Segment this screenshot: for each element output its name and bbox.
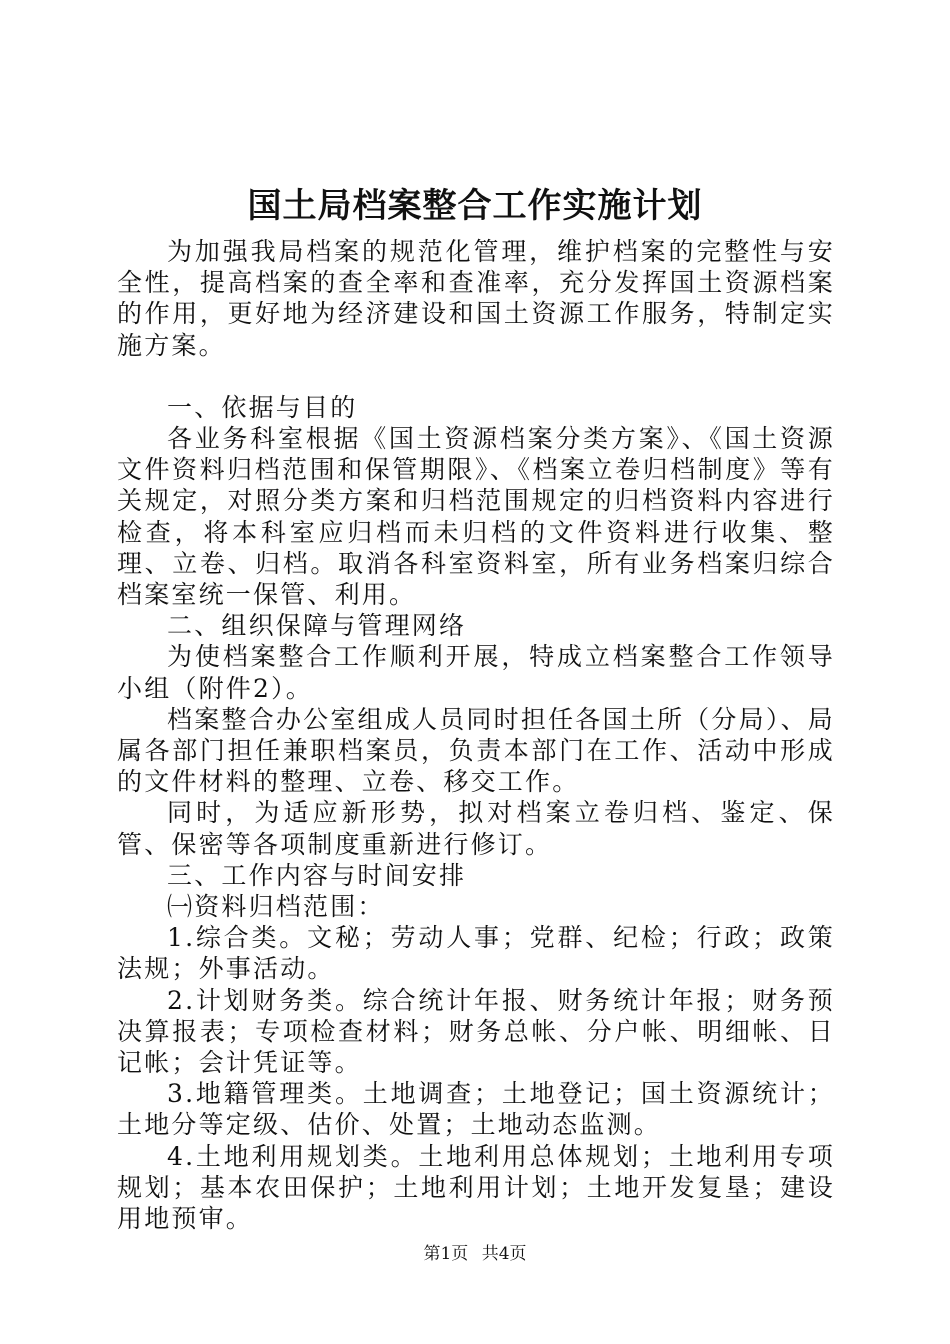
paragraph-leading-group: 为使档案整合工作顺利开展，特成立档案整合工作领导小组（附件2）。 xyxy=(117,642,835,703)
list-item-finance: 2.计划财务类。综合统计年报、财务统计年报；财务预决算报表；专项检查材料；财务总帐、分户帐、明细帐、日记帐；会计凭证等。 xyxy=(117,985,835,1078)
page-footer xyxy=(0,1242,950,1266)
paragraph-basis: 各业务科室根据《国土资源档案分类方案》、《国土资源文件资料归档范围和保管期限》、《档案立卷归档制度》等有关规定，对照分类方案和归档范围规定的归档资料内容进行检查，将本科室应归档而未归档的文件资料进行收集、整理、立卷、归档。取消各科室资料室，所有业务档案归综合档案室统一保管、利用。 xyxy=(117,424,835,610)
page-total: 共4页 xyxy=(481,1244,527,1264)
document-body xyxy=(117,236,835,1234)
paragraph-spacer xyxy=(117,361,835,392)
section-heading-content: 三、工作内容与时间安排 xyxy=(167,860,467,890)
page-number: 第1页 xyxy=(423,1244,469,1264)
document-title: 国土局档案整合工作实施计划 xyxy=(247,186,703,226)
subheading-scope: ㈠资料归档范围： xyxy=(167,892,385,922)
section-heading-basis: 一、依据与目的 xyxy=(167,392,358,422)
paragraph-office-staff: 档案整合办公室组成人员同时担任各国土所（分局）、局属各部门担任兼职档案员，负责本部门在工作、活动中形成的文件材料的整理、立卷、移交工作。 xyxy=(117,704,835,797)
list-item-land-planning: 4.土地利用规划类。土地利用总体规划；土地利用专项规划；基本农田保护；土地利用计划；土地开发复垦；建设用地预审。 xyxy=(117,1141,835,1234)
paragraph-revision: 同时，为适应新形势，拟对档案立卷归档、鉴定、保管、保密等各项制度重新进行修订。 xyxy=(117,798,835,859)
section-heading-organization: 二、组织保障与管理网络 xyxy=(167,611,467,641)
list-item-cadastre: 3.地籍管理类。土地调查；土地登记；国土资源统计；土地分等定级、估价、处置；土地动态监测。 xyxy=(117,1079,835,1140)
paragraph-intro: 为加强我局档案的规范化管理，维护档案的完整性与安全性，提高档案的查全率和查准率，充分发挥国土资源档案的作用，更好地为经济建设和国土资源工作服务，特制定实施方案。 xyxy=(117,237,835,360)
list-item-general: 1.综合类。文秘；劳动人事；党群、纪检；行政；政策法规；外事活动。 xyxy=(117,923,835,984)
